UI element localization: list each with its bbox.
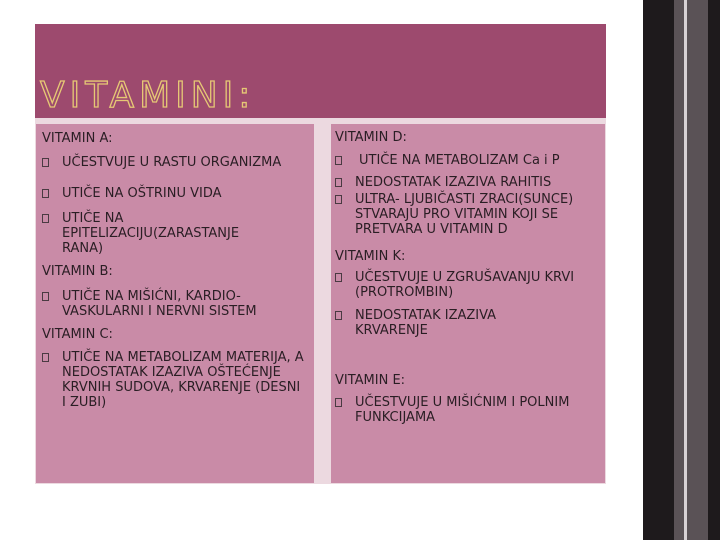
vitamin-a-heading: VITAMIN A:: [42, 131, 113, 146]
vitamin-b-heading: VITAMIN B:: [42, 264, 113, 279]
list-item: UTIČE NA METABOLIZAM MATERIJA, A NEDOSTATAK IZAZIVA OŠTEĆENJE KRVNIH SUDOVA, KRVARENJE (DESNI I ZUBI): [42, 350, 308, 410]
list-item: ULTRA- LJUBIČASTI ZRACI(SUNCE) STVARAJU PRO VITAMIN KOJI SE PRETVARA U VITAMIN D: [335, 192, 605, 237]
bullet-icon: [42, 292, 49, 301]
vitamin-d-list: [335, 153, 599, 237]
list-item: UTIČE NA OŠTRINU VIDA: [42, 186, 308, 201]
bullet-icon: [335, 195, 342, 204]
bullet-icon: [42, 353, 49, 362]
list-item: NEDOSTATAK IZAZIVA KRVARENJE: [335, 308, 515, 338]
bullet-icon: [335, 156, 342, 165]
list-item: UTIČE NA MIŠIĆNI, KARDIO-VASKULARNI I NERVNI SISTEM: [42, 289, 297, 319]
list-item: NEDOSTATAK IZAZIVA RAHITIS: [335, 175, 595, 190]
vitamin-e-heading: VITAMIN E:: [335, 373, 406, 388]
right-column: [331, 124, 605, 483]
vitamin-k-heading: VITAMIN K:: [335, 249, 406, 264]
slide-title: VITAMINI:: [40, 75, 256, 116]
bullet-icon: [42, 189, 49, 198]
vitamin-d-heading: VITAMIN D:: [335, 130, 407, 145]
vitamin-k-list: [335, 270, 599, 338]
list-item: UČESTVUJE U RASTU ORGANIZMA: [42, 155, 308, 170]
vitamin-e-list: [335, 395, 599, 425]
vitamin-a-list: [42, 155, 308, 256]
vitamin-c-heading: VITAMIN C:: [42, 327, 113, 342]
list-item: UTIČE NA METABOLIZAM Ca i P: [335, 153, 595, 168]
decorative-stripe: [674, 0, 708, 540]
bullet-icon: [335, 398, 342, 407]
bullet-icon: [335, 273, 342, 282]
vitamin-b-list: [42, 289, 308, 319]
bullet-icon: [42, 214, 49, 223]
vitamin-c-list: [42, 350, 308, 410]
list-item: UČESTVUJE U ZGRUŠAVANJU KRVI (PROTROMBIN): [335, 270, 605, 300]
bullet-icon: [335, 178, 342, 187]
left-column: [36, 124, 314, 483]
bullet-icon: [42, 158, 49, 167]
bullet-icon: [335, 311, 342, 320]
decorative-stripe: [684, 0, 687, 540]
list-item: UČESTVUJE U MIŠIĆNIM I POLNIM FUNKCIJAMA: [335, 395, 605, 425]
list-item: UTIČE NA EPITELIZACIJU(ZARASTANJE RANA): [42, 211, 272, 256]
